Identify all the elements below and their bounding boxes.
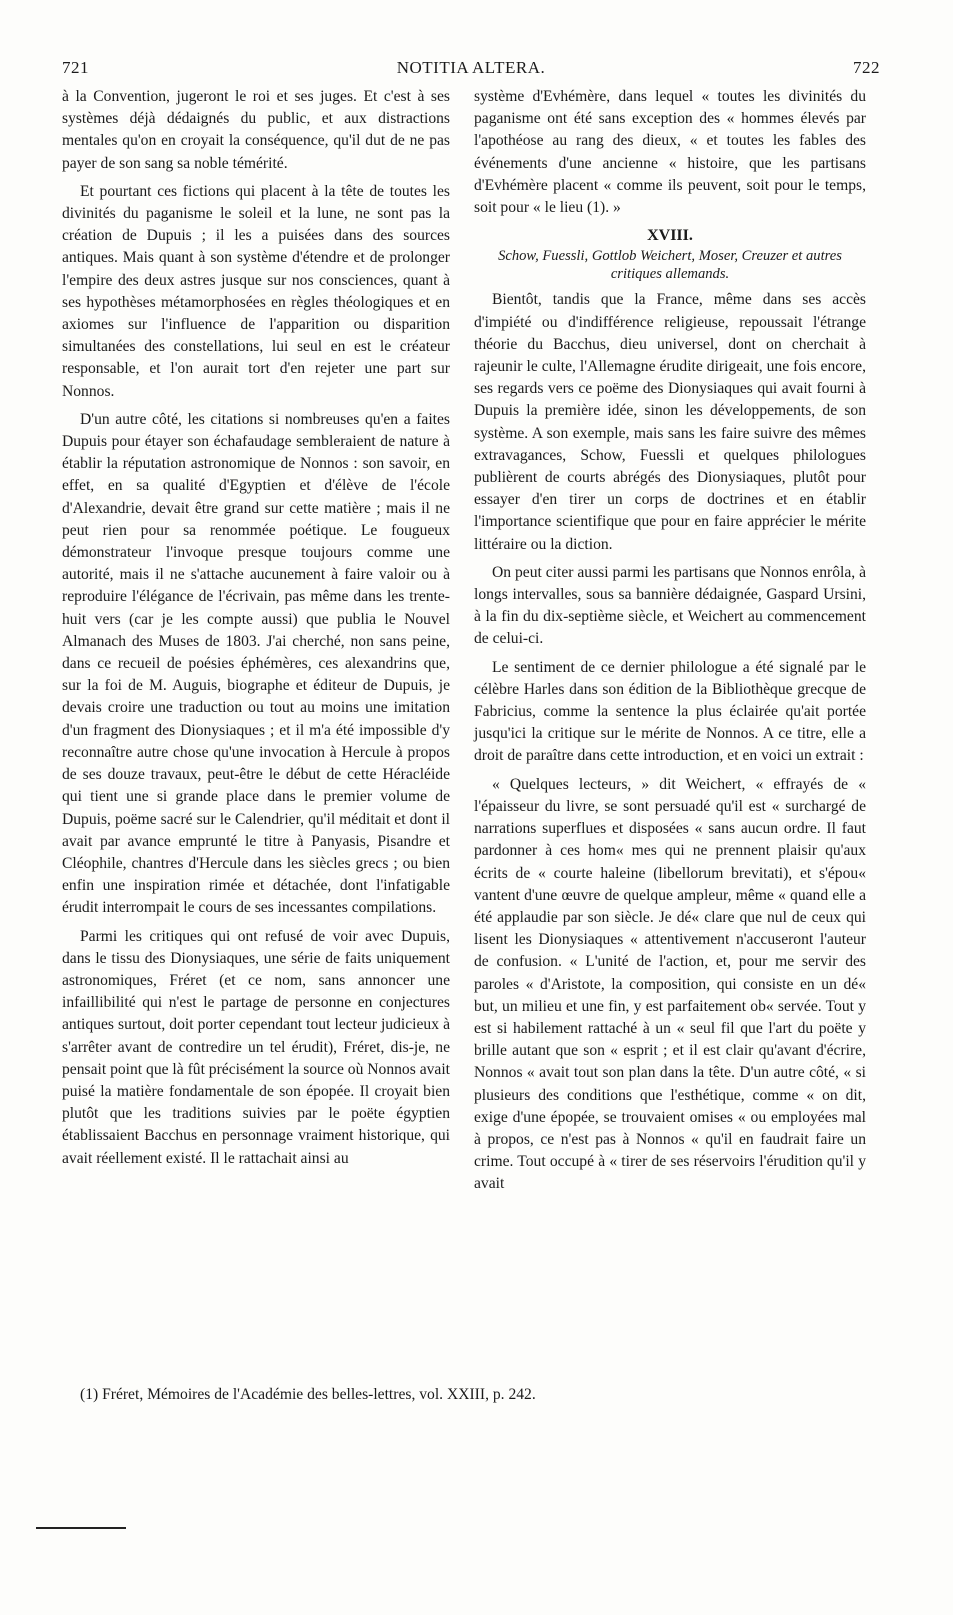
section-number: XVIII. [647,227,693,245]
paragraph: Et pourtant ces fictions qui placent à la tête de toutes les divinités du paganisme le soleil et la lune, ne sont pas la création de Dupuis ; il les a puisées dans des sources antiques. Mais quant à son système d'étendre et de prolonger l'empire des deux astres jusque sur nos consciences, quant à ses hypothèses métamorphosées en règles théologiques et en axiomes sur l'influence de l'apparition ou disparition simultanées des constellations, lui seul en est le créateur responsable, et l'on aurait tort d'en rejeter une part sur Nonnos. [62,182,450,400]
right-column [474,86,866,1196]
quotation-paragraph: « Quelques lecteurs, » dit Weichert, « effrayés de « l'épaisseur du livre, se sont persuadé qu'il est « surchargé de narrations superflues et disposées « sans aucun ordre. Il faut pardonner à ces hom« mes qui ne prennent plaisir qu'aux écrits de « courte haleine (libellorum brevitati), et s'épou« vantent d'une œuvre de quelque ampleur, même « quand elle a été applaudie par son siècle. Je dé« clare que nul de ceux qui lisent les Dionysiaques « attentivement n'accuseront l'auteur de confusion. « L'unité de l'action, et, pour me servir des paroles « d'Aristote, la composition, qui consiste en un dé« but, un milieu et une fin, y est parfaitement ob« servée. Tout y est si habilement rattaché à un « seul fil que l'art du poëte y brille autant que son « esprit ; et il est clair qu'avant d'écrire, Nonnos « avait tout son plan dans la tête. D'un autre côté, « si plusieurs des conditions que l'esthétique, comme « on dit, exige d'une épopée, se trouvaient omises « ou employées mal à propos, ce n'est pas à Nonnos « qu'il en faudrait faire un crime. Tout occupé à « tirer de ses réservoirs l'érudition qu'il y avait [474,775,866,1193]
paragraph: système d'Evhémère, dans lequel « toutes les divinités du paganisme ont été sans exception des « hommes élevés par l'apothéose au rang des dieux, « et toutes les fables des événements d'une ancienne « histoire, que les partisans d'Evhémère placent « comme ils peuvent, soit pour le temps, soit pour « le lieu (1). » [474,88,866,217]
paragraph: Bientôt, tandis que la France, même dans ses accès d'impiété ou d'indifférence religieuse, repoussait l'étrange théorie du Bacchus, dieu universel, dont on cherchait à rajeunir le culte, l'Allemagne érudite dirigeait, une fois encore, ses regards vers ce poëme des Dionysiaques qui avait fourni à Dupuis la première idée, sinon les développements, de son système. A son exemple, mais sans les faire suivre des mêmes extravagances, Schow, Fuessli et quelques philologues publièrent de courts abrégés des Dionysiaques, plutôt pour essayer d'en tirer un corps de doctrines et en établir l'importance scientifique que pour en faire apprécier le mérite littéraire ou la diction. [474,291,866,553]
bottom-rule [36,1527,126,1529]
paragraph: Parmi les critiques qui ont refusé de voir avec Dupuis, dans le tissu des Dionysiaques, une série de faits uniquement astronomiques, Fréret (et ce nom, sans annoncer une infaillibilité qui n'est le partage de personne en conjectures antiques surtout, doit porter cependant tout lecteur judicieux à s'arrêter avant de contredire un tel érudit), Fréret, dis-je, ne pensait point que là fût précisément la source où Nonnos avait puisé la matière fondamentale de son épopée. Il croyait bien plutôt que les traditions suivies par le poëte égyptien établissaient Bacchus en personnage vraiment historique, qui avait réellement existé. Il le rattachait ainsi au [62,927,451,1167]
paragraph: On peut citer aussi parmi les partisans que Nonnos enrôla, à longs intervalles, sous sa bannière dédaignée, Gaspard Ursini, à la fin du dix-septième siècle, et Weichert au commencement de celui-ci. [474,563,866,648]
paragraph: D'un autre côté, les citations si nombreuses qu'en a faites Dupuis pour étayer son échafaudage sembleraient de nature à établir la réputation astronomique de Nonnos : son savoir, en effet, en sa qualité d'Egyptien et d'élève de l'école d'Alexandrie, devait être grand sur cette matière ; mais il ne peut rien pour sa renommée poétique. Le fougueux démonstrateur l'invoque presque toujours comme une autorité, mais il ne s'attache aucunement à faire valoir ou à reproduire l'élégance de l'écrivain, pas même dans les trente-huit vers (car je les compte aussi) que publia le Nouvel Almanach des Muses de 1803. J'ai cherché, non sans peine, dans ce recueil de poésies éphémères, ces alexandrins que, sur la foi de M. Auguis, biographe et éditeur de Dupuis, je devais croire une traduction ou tout au moins une imitation d'un fragment des Dionysiaques ; et il m'a été impossible d'y reconnaître autre chose qu'une invocation à Hercule à propos de ses douze travaux, peut-être le début de cette Héracléide qui tient une si grande place dans le premier volume de Dupuis, poëme sacré sur le Calendrier, qu'il méditait et dont il avait par avance emprunté le titre à Panyasis, Pisandre et Cléophile, chantres d'Hercule dans les siècles grecs ; ou bien enfin une inspiration rimée et détachée, dont l'infatigable érudit interrompait le cours de ses incessantes compilations. [62,410,450,917]
paragraph: à la Convention, jugeront le roi et ses juges. Et c'est à ses systèmes déjà dédaignés du public, et aux distractions mentales qu'on en croyait la conséquence, qu'il dut de ne pas payer de son sang sa noble témérité. [62,88,450,172]
footnote: (1) Fréret, Mémoires de l'Académie des belles-lettres, vol. XXIII, p. 242. [80,1386,536,1403]
running-title: NOTITIA ALTERA. [396,58,546,77]
left-column [62,86,450,1170]
paragraph: Le sentiment de ce dernier philologue a été signalé par le célèbre Harles dans son édition de la Bibliothèque grecque de Fabricius, comme la sentence la plus éclairée qu'ait portée jusqu'ici la critique sur le mérite de Nonnos. A ce titre, elle a droit de paraître dans cette introduction, et en voici un extrait : [474,658,866,765]
page-number-right: 722 [853,58,880,77]
page-number-left: 721 [62,58,89,77]
section-title: Schow, Fuessli, Gottlob Weichert, Moser, Creuzer et autres critiques allemands. [498,248,842,283]
running-header [62,58,880,82]
